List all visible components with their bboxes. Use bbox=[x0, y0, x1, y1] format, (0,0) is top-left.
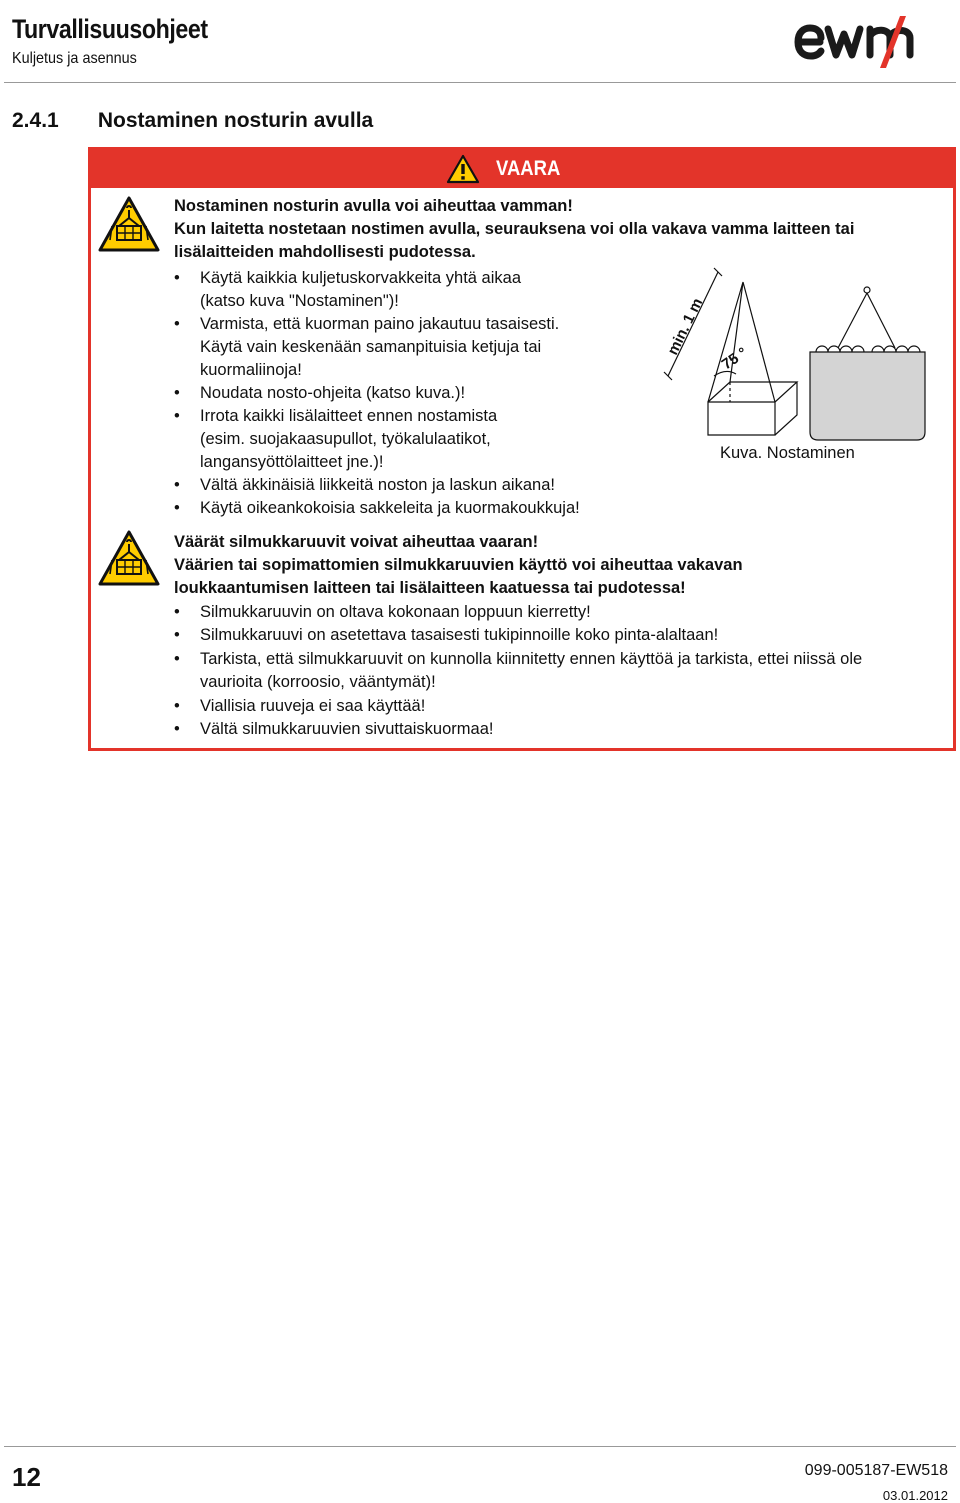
list-item: • Tarkista, että silmukkaruuvit on kunnolla kiinnitetty ennen käyttöä ja tarkista, ettei niissä ole vaurioita (korroosio, vääntymät)! bbox=[200, 648, 862, 694]
document-date: 03.01.2012 bbox=[882, 1488, 948, 1503]
hanging-load-warning-icon bbox=[98, 530, 160, 586]
warning-heading: Väärät silmukkaruuvit voivat aiheuttaa vaaran! bbox=[174, 533, 539, 551]
hanging-load-warning-icon bbox=[98, 196, 160, 252]
footer-divider bbox=[4, 1446, 956, 1447]
warning-triangle-icon bbox=[446, 154, 480, 184]
list-item: • Viallisia ruuveja ei saa käyttää! bbox=[200, 695, 425, 718]
warning-heading: Nostaminen nosturin avulla voi aiheuttaa vamman! bbox=[174, 197, 573, 215]
section-heading bbox=[12, 109, 373, 133]
danger-label: VAARA bbox=[496, 157, 561, 180]
warning-consequence: Kun laitetta nostetaan nostimen avulla, seurauksena voi olla vakava vamma laitteen tai bbox=[174, 220, 855, 238]
list-item: • Vältä äkkinäisiä liikkeitä noston ja laskun aikana! bbox=[200, 474, 555, 497]
list-item: • Vältä silmukkaruuvien sivuttaiskuormaa! bbox=[200, 718, 493, 741]
list-item: • Irrota kaikki lisälaitteet ennen nostamista (esim. suojakaasupullot, työkalulaatikot, langansyöttölaitteet jne.)! bbox=[200, 405, 497, 474]
page-header-subtitle: Kuljetus ja asennus bbox=[12, 50, 137, 67]
figure-caption: Kuva. Nostaminen bbox=[720, 444, 855, 462]
danger-warning-header bbox=[91, 150, 953, 188]
section-title: Nostaminen nosturin avulla bbox=[97, 109, 374, 132]
page-header-title: Turvallisuusohjeet bbox=[12, 14, 208, 44]
warning-consequence: loukkaantumisen laitteen tai lisälaitteen kaatuessa tai pudotessa! bbox=[174, 579, 686, 597]
angle-label: 75 ° bbox=[718, 344, 751, 374]
warning-consequence: lisälaitteiden mahdollisesti pudotessa. bbox=[174, 243, 476, 261]
list-item: • Käytä kaikkia kuljetuskorvakkeita yhtä aikaa (katso kuva "Nostaminen")! bbox=[200, 267, 521, 313]
list-item: • Käytä oikeankokoisia sakkeleita ja kuormakoukkuja! bbox=[200, 497, 580, 520]
length-label: min. 1 m bbox=[664, 295, 707, 358]
list-item: • Varmista, että kuorman paino jakautuu tasaisesti. Käytä vain keskenään samanpituisia ketjuja tai kuormaliinoja! bbox=[200, 313, 559, 382]
section-number: 2.4.1 bbox=[12, 109, 59, 132]
ewm-logo bbox=[792, 16, 934, 68]
list-item: • Silmukkaruuvi on asetettava tasaisesti tukipinnoille koko pinta-alaltaan! bbox=[200, 624, 718, 647]
document-id: 099-005187-EW518 bbox=[804, 1462, 948, 1479]
list-item: • Silmukkaruuvin on oltava kokonaan loppuun kierretty! bbox=[200, 601, 591, 624]
warning-consequence: Väärien tai sopimattomien silmukkaruuvien käyttö voi aiheuttaa vakavan bbox=[174, 556, 743, 574]
header-divider bbox=[4, 82, 956, 83]
list-item: • Noudata nosto-ohjeita (katso kuva.)! bbox=[200, 382, 465, 405]
page-number: 12 bbox=[12, 1462, 41, 1492]
lifting-diagram bbox=[640, 260, 940, 445]
